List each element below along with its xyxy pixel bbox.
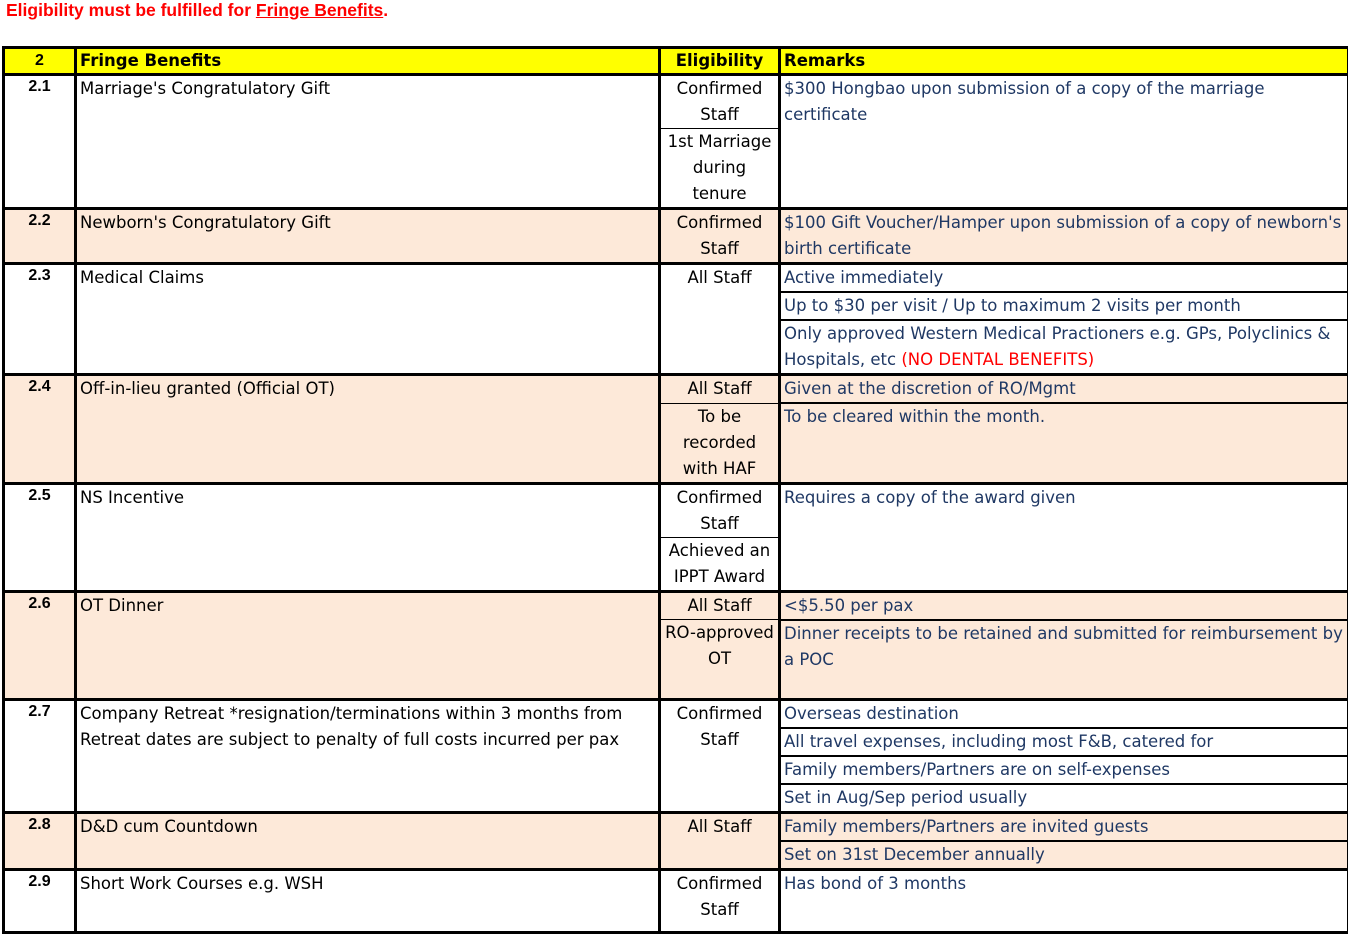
benefit-name: OT Dinner [76,591,660,700]
table-row [4,375,1348,404]
eligibility-cell: Confirmed Staff [660,700,780,813]
page-heading [6,0,388,20]
table-header-row [4,48,1348,75]
remarks-cell: Up to $30 per visit / Up to maximum 2 visits per month [780,292,1348,320]
benefit-name: Short Work Courses e.g. WSH [76,870,660,933]
eligibility-cell: Confirmed Staff [660,209,780,264]
remarks-cell: <$5.50 per pax [780,591,1348,620]
row-number: 2.5 [4,483,76,591]
row-number: 2.1 [4,75,76,209]
eligibility-cell: 1st Marriage during tenure [660,129,780,209]
remarks-cell: All travel expenses, including most F&B, catered for [780,728,1348,756]
eligibility-cell: All Staff [660,264,780,375]
benefit-name: Off-in-lieu granted (Official OT) [76,375,660,484]
remarks-cell: $300 Hongbao upon submission of a copy of the marriage certificate [780,75,1348,209]
eligibility-cell: Confirmed Staff [660,870,780,933]
table-row [4,591,1348,620]
header-fringe-benefits: Fringe Benefits [76,48,660,75]
eligibility-cell: To be recorded with HAF [660,403,780,483]
eligibility-cell: Confirmed Staff [660,75,780,129]
remarks-cell: Family members/Partners are on self-expenses [780,756,1348,784]
eligibility-cell: Confirmed Staff [660,483,780,537]
row-number: 2.7 [4,700,76,813]
remarks-cell: To be cleared within the month. [780,403,1348,483]
benefit-name: NS Incentive [76,483,660,591]
benefit-name: D&D cum Countdown [76,813,660,870]
table-row [4,813,1348,842]
eligibility-cell: All Staff [660,375,780,404]
table-row [4,870,1348,933]
header-remarks: Remarks [780,48,1348,75]
remarks-cell: $100 Gift Voucher/Hamper upon submission of a copy of newborn's birth certificate [780,209,1348,264]
row-number: 2.9 [4,870,76,933]
fringe-benefits-link[interactable]: Fringe Benefits [256,0,383,20]
row-number: 2.2 [4,209,76,264]
eligibility-cell: RO-approved OT [660,620,780,700]
fringe-benefits-table [2,46,1348,934]
remarks-cell: Set in Aug/Sep period usually [780,784,1348,813]
eligibility-cell: All Staff [660,813,780,870]
no-dental-warning: (NO DENTAL BENEFITS) [901,350,1094,369]
benefit-name: Marriage's Congratulatory Gift [76,75,660,209]
heading-suffix: . [383,0,388,20]
table-row [4,209,1348,264]
remarks-cell: Dinner receipts to be retained and submitted for reimbursement by a POC [780,620,1348,700]
table-row [4,75,1348,129]
remarks-text: Only approved Western Medical Practioners e.g. GPs, Polyclinics & Hospitals, etc [784,324,1330,369]
row-number: 2.6 [4,591,76,700]
remarks-cell [780,320,1348,375]
table-row [4,264,1348,293]
remarks-cell: Active immediately [780,264,1348,293]
benefit-name: Company Retreat *resignation/terminations within 3 months from Retreat dates are subject to penalty of full costs incurred per pax [76,700,660,813]
eligibility-cell: All Staff [660,591,780,620]
header-section-number: 2 [4,48,76,75]
remarks-cell: Set on 31st December annually [780,841,1348,870]
row-number: 2.3 [4,264,76,375]
eligibility-cell: Achieved an IPPT Award [660,537,780,591]
table-row [4,483,1348,537]
header-eligibility: Eligibility [660,48,780,75]
heading-prefix: Eligibility must be fulfilled for [6,0,256,20]
row-number: 2.4 [4,375,76,484]
row-number: 2.8 [4,813,76,870]
remarks-cell: Given at the discretion of RO/Mgmt [780,375,1348,404]
benefit-name: Medical Claims [76,264,660,375]
remarks-cell: Overseas destination [780,700,1348,729]
remarks-cell: Requires a copy of the award given [780,483,1348,591]
remarks-cell: Family members/Partners are invited guests [780,813,1348,842]
table-row [4,700,1348,729]
benefit-name: Newborn's Congratulatory Gift [76,209,660,264]
remarks-cell: Has bond of 3 months [780,870,1348,933]
